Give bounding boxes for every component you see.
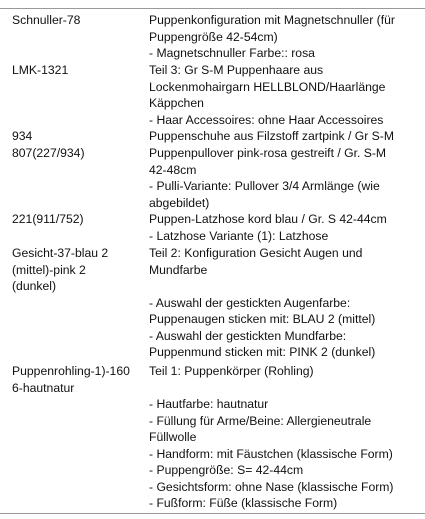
item-description-line: - Magnetschnuller Farbe:: rosa: [149, 46, 315, 60]
item-description-line: Mundfarbe: [149, 262, 208, 277]
item-description-line: Puppenaugen sticken mit: BLAU 2 (mittel): [149, 312, 376, 326]
item-code: [12, 211, 142, 228]
item-description-line: - Puppengröße: S= 42-44cm: [149, 463, 304, 477]
item-description-line: Füllwolle: [149, 430, 197, 444]
item-description-line: - Handform: mit Fäustchen (klassische Form): [149, 446, 393, 461]
item-code-line: 807(227/934): [12, 146, 85, 160]
table-top-rule: [0, 8, 425, 9]
item-code: [12, 145, 142, 162]
item-code-line: Puppenrohling-1)-160: [12, 364, 130, 378]
item-description-line: - Hautfarbe: hautnatur: [149, 397, 269, 411]
item-code-line: Gesicht-37-blau 2: [12, 246, 109, 260]
item-description-line: - Gesichtsform: ohne Nase (klassische Form): [149, 479, 394, 494]
item-description-line: - Auswahl der gestickten Mundfarbe:: [149, 328, 347, 343]
item-code: [12, 128, 142, 145]
item-description-line: - Pulli-Variante: Pullover 3/4 Armlänge (wie: [149, 179, 380, 193]
item-description-line: Lockenmohairgarn HELLBLOND/Haarlänge: [149, 79, 386, 94]
item-description: [149, 62, 421, 128]
item-description: [149, 128, 421, 145]
item-description: [149, 211, 421, 244]
item-description-line: Puppenmund sticken mit: PINK 2 (dunkel): [149, 345, 376, 359]
item-description-spacer: [149, 380, 421, 397]
item-description: [149, 145, 421, 211]
item-description: [149, 12, 421, 62]
item-description-line: Käppchen: [149, 96, 204, 110]
item-description-line: - Füllung für Arme/Beine: Allergieneutrale: [149, 413, 372, 428]
item-description-spacer: [149, 278, 421, 295]
item-description-line: 42-48cm: [149, 162, 197, 177]
item-description: [149, 363, 421, 512]
item-code: [12, 245, 142, 295]
item-description-line: Teil 3: Gr S-M Puppenhaare aus: [149, 63, 324, 77]
item-description-line: Teil 2: Konfiguration Gesicht Augen und: [149, 246, 363, 260]
item-code-line: (mittel)-pink 2: [12, 262, 86, 277]
item-code: [12, 62, 142, 79]
item-description-line: - Auswahl der gestickten Augenfarbe:: [149, 295, 351, 310]
table-bottom-rule: [0, 513, 425, 514]
item-description-line: abgebildet): [149, 195, 210, 210]
item-description-line: Teil 1: Puppenkörper (Rohling): [149, 364, 314, 378]
item-description-line: Puppenschuhe aus Filzstoff zartpink / Gr S-M: [149, 129, 394, 143]
item-code: [12, 12, 142, 29]
item-description-line: - Haar Accessoires: ohne Haar Accessoires: [149, 112, 384, 127]
item-code: [12, 363, 142, 396]
item-description-line: Puppenkonfiguration mit Magnetschnuller (für: [149, 13, 395, 27]
item-code-line: 221(911/752): [12, 212, 84, 226]
item-code-line: 934: [12, 129, 33, 143]
item-description-line: - Latzhose Variante (1): Latzhose: [149, 228, 329, 243]
item-description-line: Puppengröße 42-54cm): [149, 29, 278, 44]
item-description-line: - Fußform: Füße (klassische Form): [149, 496, 338, 510]
item-code-line: (dunkel): [12, 279, 57, 293]
item-description-line: Puppenpullover pink-rosa gestreift / Gr. S-M: [149, 146, 387, 160]
item-description: [149, 245, 421, 361]
item-code-line: 6-hautnatur: [12, 380, 75, 395]
item-code-line: LMK-1321: [12, 63, 69, 77]
item-code-line: Schnuller-78: [12, 13, 81, 27]
item-description-line: Puppen-Latzhose kord blau / Gr. S 42-44cm: [149, 212, 387, 226]
